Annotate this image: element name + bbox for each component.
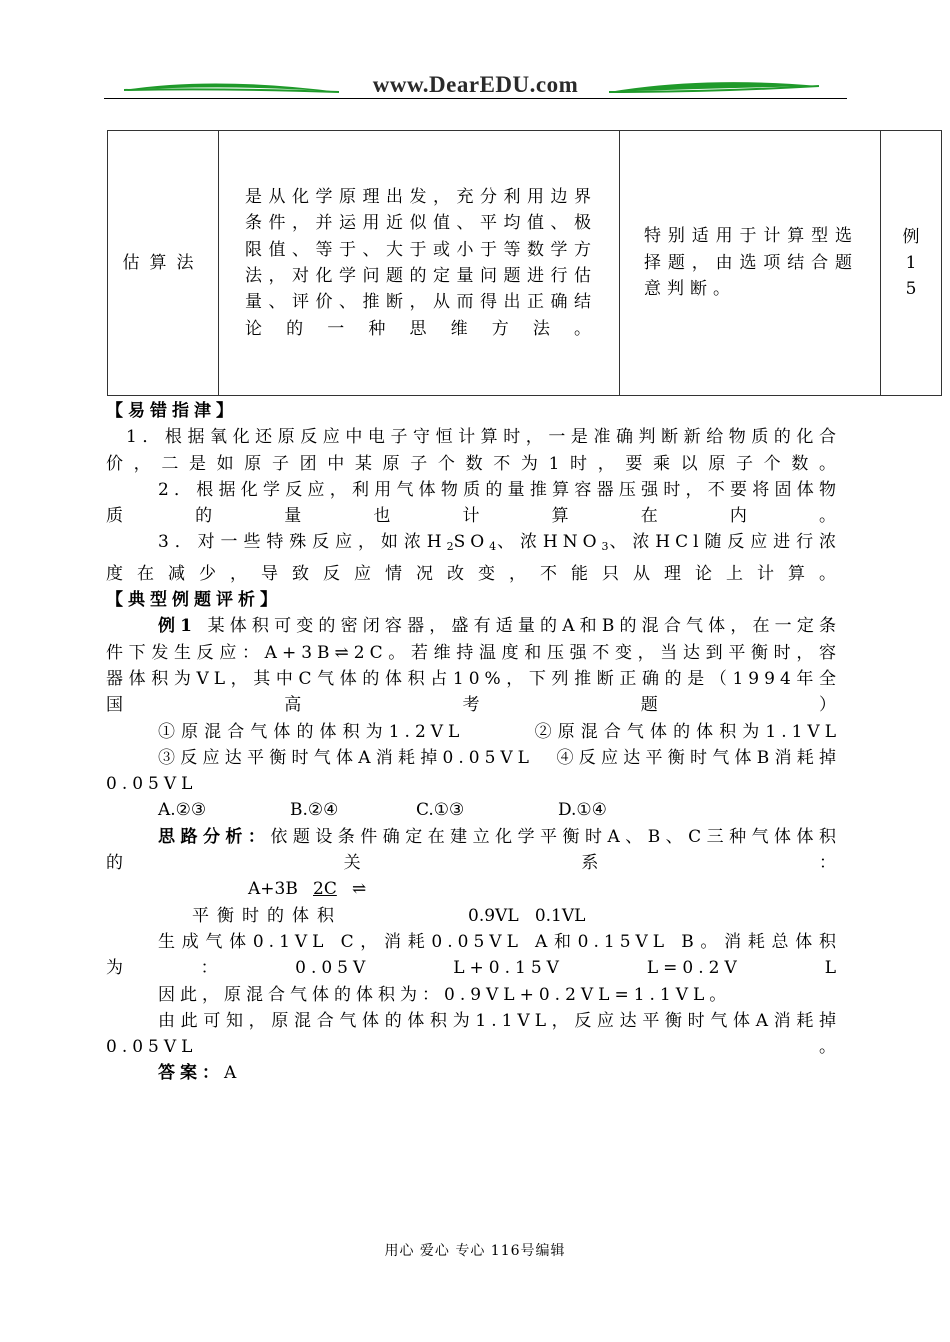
balance-row: [106, 903, 841, 929]
answer-value: A: [224, 1063, 242, 1084]
example-1-label: 例1: [158, 616, 197, 637]
table-row: [108, 131, 942, 396]
applicability-cell: [620, 131, 881, 396]
header-rule: [104, 98, 847, 99]
mistake-item-1: 1．根据氧化还原反应中电子守恒计算时，一是准确判断新给物质的化合价，二是如原子团中某原子个数不为1时，要乘以原子个数。: [106, 427, 841, 474]
analysis-label: 思路分析：: [158, 826, 271, 847]
logo-text: www.DearEDU.com: [372, 72, 579, 97]
method-name: 估算法: [122, 253, 204, 273]
equation-arrow-icon: ⇌: [352, 879, 367, 900]
option-1: ①原混合气体的体积为1.2VL: [158, 721, 465, 742]
calc-line-3: 由此可知，原混合气体的体积为1.1VL，反应达平衡时气体A消耗掉0.05VL。: [106, 1010, 841, 1058]
choice-b: B.②④: [290, 800, 339, 821]
mistakes-heading: 【易错指津】: [106, 401, 238, 421]
balance-values: 0.9VL 0.1VL: [468, 905, 586, 926]
method-cell: [108, 131, 219, 396]
method-table: [107, 130, 942, 396]
example-cell: [881, 131, 942, 396]
method-applicability: 特别适用于计算型选择题，由选项结合题意判断。: [644, 226, 858, 300]
calc-line-2: 因此，原混合气体的体积为：0.9VL+0.2VL=1.1VL。: [158, 984, 732, 1005]
example-ref: 例15: [902, 227, 920, 299]
options-row-1: [106, 719, 841, 745]
main-content: [106, 398, 841, 1087]
choice-a: A.②③: [158, 800, 207, 821]
choice-d: D.①④: [558, 800, 607, 821]
option-4: ④反应达平衡时气体B消耗掉0.05VL: [106, 747, 841, 795]
analysis-paragraph: 思路分析：依题设条件确定在建立化学平衡时A、B、C三种气体体积的关系：: [106, 826, 841, 874]
equation-left: A+3B: [248, 879, 298, 900]
options-row-2: [106, 745, 841, 798]
option-3: ③反应达平衡时气体A消耗掉0.05VL: [158, 747, 534, 768]
answer-line: [106, 1060, 841, 1086]
mistake-item-2: 2．根据化学反应，利用气体物质的量推算容器压强时，不要将固体物质的量也计算在内。: [106, 479, 841, 527]
option-2: ②原混合气体的体积为1.1VL: [534, 721, 841, 742]
equilibrium-arrow-icon: ⇌: [334, 642, 354, 663]
answer-label: 答案：: [158, 1063, 224, 1084]
method-description: 是从化学原理出发，充分利用边界条件，并运用近似值、平均值、极限值、等于、大于或小于等数学方法，对化学问题的定量问题进行估量、评价、推断，从而得出正确结论的一种思维方法。: [245, 187, 597, 339]
calc-line-1: 生成气体0.1VL C，消耗0.05VL A和0.15VL B。消耗总体积为：0.05V L+0.15V L=0.2V L: [106, 931, 841, 979]
choices-row: [106, 797, 841, 823]
footer-text: 用心 爱心 专心 116号编辑: [384, 1243, 566, 1259]
equation-row: [106, 876, 841, 902]
example-1-question: 例1 某体积可变的密闭容器，盛有适量的A和B的混合气体，在一定条件下发生反应：A+3B⇌2C。若维持温度和压强不变，当达到平衡时，容器体积为VL，其中C气体的体积占10%，下列推断正确的是（1994年全国高考题）: [106, 616, 841, 716]
description-cell: [219, 131, 620, 396]
mistake-item-3: 3．对一些特殊反应，如浓$H_2SO_4$、浓$HNO_3$、浓HCl随反应进行浓度在减少，导致反应情况改变，不能只从理论上计算。: [106, 532, 841, 584]
equation-right: 2C: [313, 879, 337, 900]
examples-heading: 【典型例题评析】: [106, 590, 282, 611]
choice-c: C.①③: [416, 800, 465, 821]
balance-label: 平衡时的体积: [192, 905, 342, 926]
